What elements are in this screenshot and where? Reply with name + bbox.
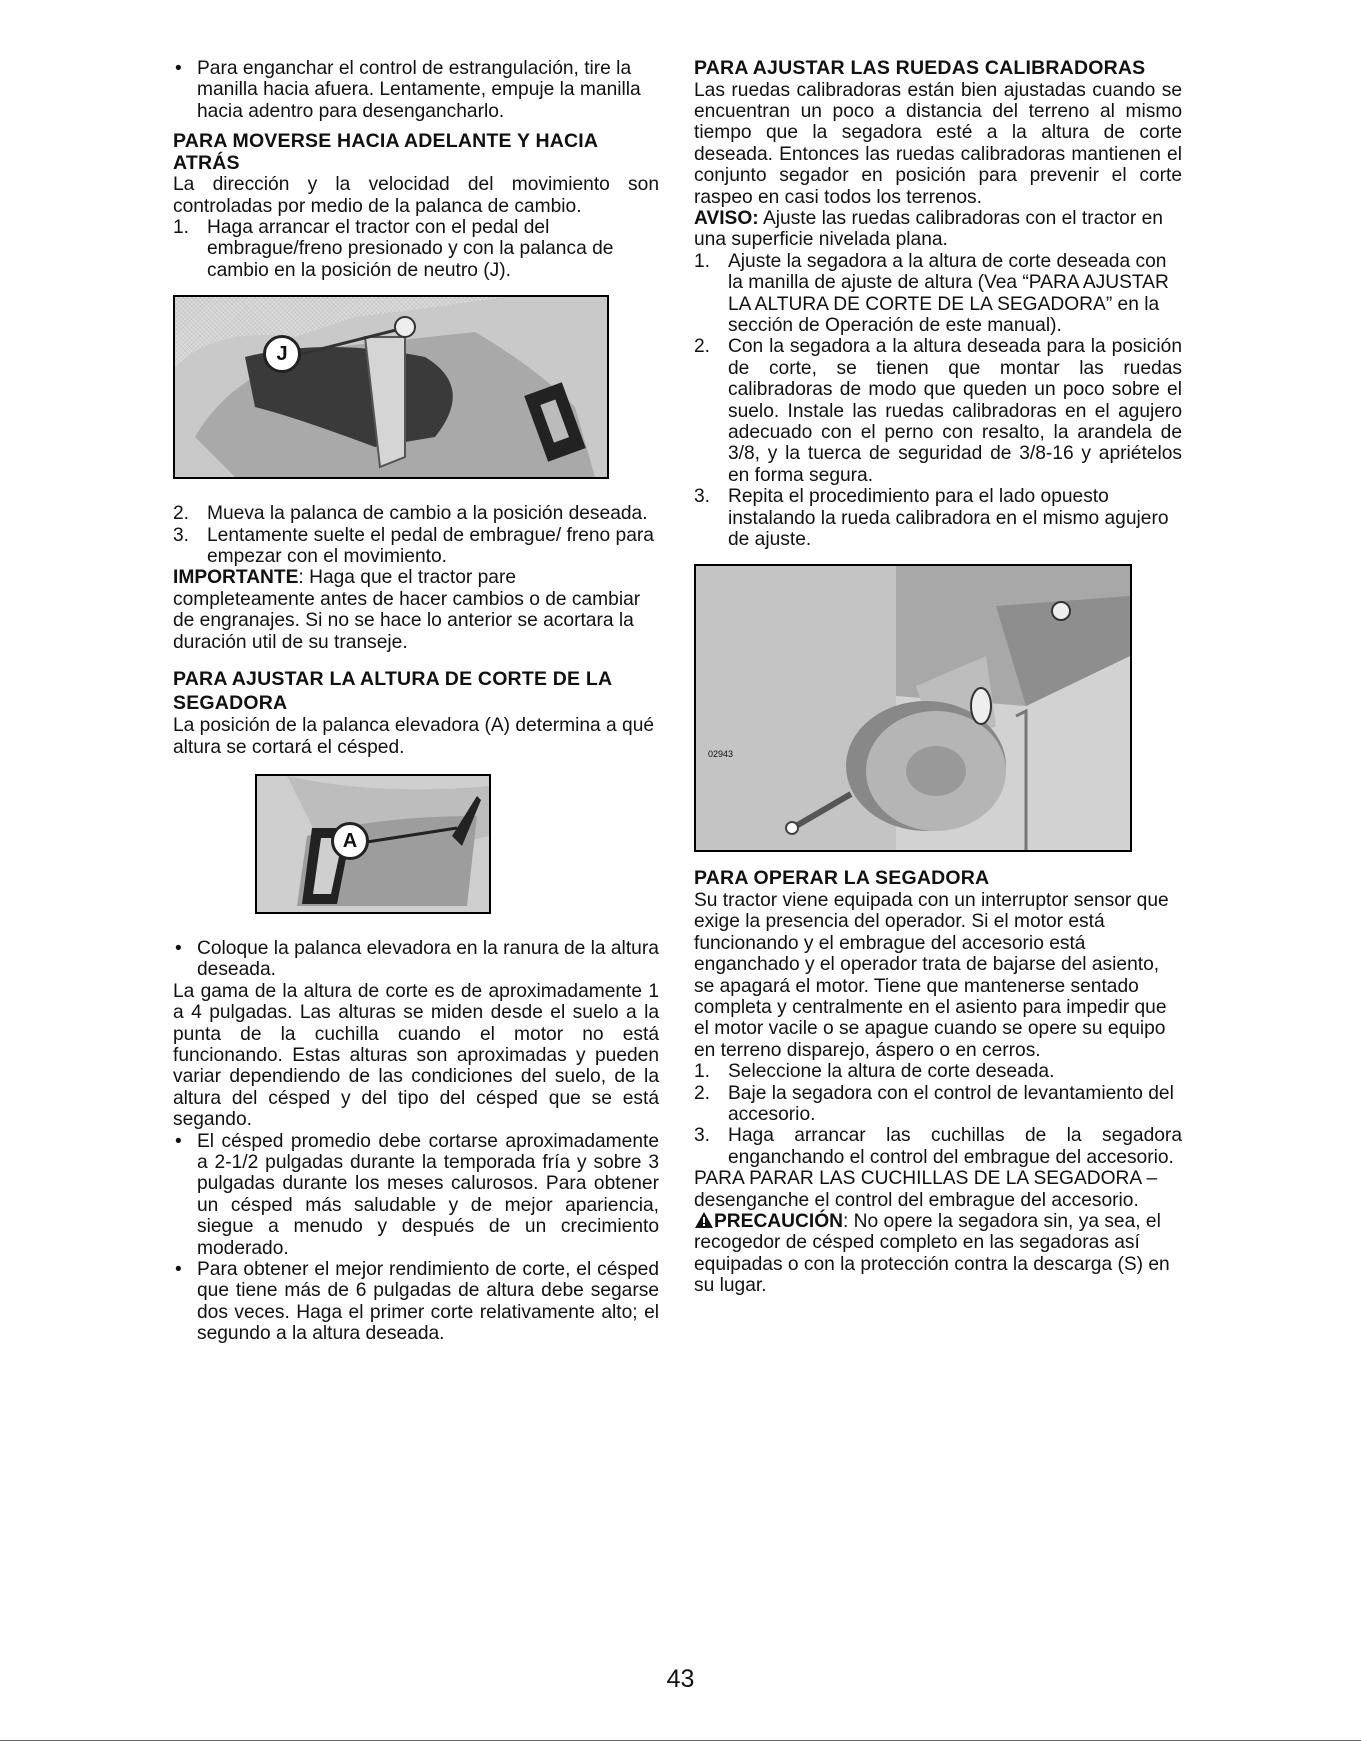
callout-j: J <box>263 335 301 373</box>
gauge-step-3 <box>694 486 1182 550</box>
right-column <box>694 58 1182 1297</box>
step-text: Con la segadora a la altura deseada para la posición de corte, se tienen que montar las ruedas calibradoras de modo que queden un poco sobre el suelo. Instale las ruedas calibradoras en el agujero adecuado con el perno con resalto, la arandela de 3/8, y la tuerca de seguridad de 3/8-16 y apriételos en forma segura. <box>728 336 1182 486</box>
step-text: Lentamente suelte el pedal de embrague/ freno para empezar con el movimiento. <box>207 524 654 568</box>
figure-id: 02943 <box>708 749 734 760</box>
aviso-text: Ajuste las ruedas calibradoras con el tractor en una superficie nivelada plana. <box>694 207 1163 251</box>
paragraph-stop-blades: PARA PARAR LAS CUCHILLAS DE LA SEGADORA – desenganche el control del embrague del accesorio. <box>694 1168 1158 1211</box>
step-1 <box>173 217 659 281</box>
step-text: Repita el procedimiento para el lado opuesto instalando la rueda calibradora en el mismo agujero de ajuste. <box>728 486 1169 551</box>
warning-triangle-icon <box>694 1211 714 1229</box>
heading-forward-reverse: PARA MOVERSE HACIA ADELANTE Y HACIA ATRÁS <box>173 130 598 174</box>
step-3 <box>173 525 659 568</box>
figure-gauge-wheel-drawing <box>696 566 1130 850</box>
step-number: 3. <box>173 524 190 546</box>
bullet-average-lawn: • El césped promedio debe cortarse aproximadamente a 2-1/2 pulgadas durante la temporada fría y sobre 3 pulgadas durante los meses calurosos. Para obtener un césped más saludable y de mejor apariencia, siegue a menudo y después de un crecimiento moderado. <box>173 1131 659 1259</box>
paragraph-direction: La dirección y la velocidad del movimiento son controladas por medio de la palanca de cambio. <box>173 174 659 217</box>
step-number: 2. <box>694 1082 711 1104</box>
aviso-label: AVISO: <box>694 207 759 229</box>
step-number: 1. <box>694 1061 711 1083</box>
caution-label: PRECAUCIÓN <box>714 1211 843 1233</box>
left-column <box>173 58 659 1345</box>
step-number: 3. <box>694 1125 711 1147</box>
important-note <box>173 567 659 653</box>
figure-lift-lever <box>255 774 491 914</box>
bullet-choke: • Para enganchar el control de estrangulación, tire la manilla hacia afuera. Lentamente, empuje la manilla hacia adentro para desengancharlo. <box>173 58 659 122</box>
bullet-best-performance: • Para obtener el mejor rendimiento de corte, el césped que tiene más de 6 pulgadas de altura debe segarse dos veces. Haga el primer corte relativamente alto; el segundo a la altura deseada. <box>173 1259 659 1345</box>
heading-gauge-wheels: PARA AJUSTAR LAS RUEDAS CALIBRADORAS <box>694 57 1146 79</box>
operate-step-1 <box>694 1061 1182 1082</box>
paragraph-gauge-wheels: Las ruedas calibradoras están bien ajustadas cuando se encuentran un poco a distancia del terreno al mismo tiempo que la segadora esté a la altura de corte deseada. Entonces las ruedas calibradoras mantienen el conjunto segador en posición para prevenir el corte raspeo en casi todos los terrenos. <box>694 79 1182 208</box>
figure-shift-lever-drawing <box>175 297 607 477</box>
step-text: Seleccione la altura de corte deseada. <box>728 1061 1055 1083</box>
callout-a: A <box>331 822 369 860</box>
paragraph-operate: Su tractor viene equipada con un interruptor sensor que exige la presencia del operador. Si el motor está funcionando y el embrague del accesorio está enganchado y el operador trata de bajarse del asiento, se apagará el motor. Tiene que mantenerse sentado completa y centralmente en el asiento para impedir que el motor vacile o se apague cuando se opere su equipo en terreno disparejo, áspero o en cerros. <box>694 889 1169 1061</box>
step-text: Haga arrancar el tractor con el pedal del embrague/freno presionado y con la palanca de cambio en la posición de neutro (J). <box>207 217 614 281</box>
figure-shift-lever <box>173 295 609 479</box>
step-number: 1. <box>694 250 711 272</box>
paragraph-lever: La posición de la palanca elevadora (A) determina a qué altura se cortará el césped. <box>173 715 655 758</box>
paragraph-cut-range: La gama de la altura de corte es de aproximadamente 1 a 4 pulgadas. Las alturas se miden desde el suelo a la punta de la cuchilla cuando el motor no está funcionando. Estas alturas son aproximadas y pueden variar dependiendo de las condiciones del suelo, de la altura del césped y del tipo del césped que se está segando. <box>173 980 659 1131</box>
heading-operate-mower: PARA OPERAR LA SEGADORA <box>694 867 990 890</box>
gauge-step-2 <box>694 336 1182 486</box>
step-text: Ajuste la segadora a la altura de corte deseada con la manilla de ajuste de altura (Vea “PARA AJUSTAR LA ALTURA DE CORTE DE LA SEGADORA” en la sección de Operación de este manual). <box>728 250 1169 336</box>
step-text: Baje la segadora con el control de levantamiento del accesorio. <box>728 1082 1174 1125</box>
gauge-step-1 <box>694 251 1182 337</box>
step-number: 3. <box>694 486 711 508</box>
bullet-place-lever: • Coloque la palanca elevadora en la ranura de la altura deseada. <box>173 938 659 981</box>
caution-note <box>694 1211 1182 1297</box>
figure-gauge-wheel <box>694 564 1132 852</box>
operate-step-3 <box>694 1125 1182 1168</box>
caution-text: : No opere la segadora sin, ya sea, el recogedor de césped completo en las segadoras así equipadas o con la protección contra la descarga (S) en su lugar. <box>694 1211 1170 1297</box>
aviso-note <box>694 208 1182 251</box>
heading-cut-height: PARA AJUSTAR LA ALTURA DE CORTE DE LA SEGADORA <box>173 668 612 715</box>
step-number: 2. <box>173 503 190 525</box>
step-text: Mueva la palanca de cambio a la posición deseada. <box>207 503 648 525</box>
figure-lift-lever-drawing <box>257 776 489 912</box>
step-2 <box>173 503 659 524</box>
bottom-rule <box>0 1740 1361 1741</box>
page-number: 43 <box>666 1665 695 1693</box>
step-number: 2. <box>694 336 711 358</box>
operate-step-2 <box>694 1083 1182 1126</box>
step-text: Haga arrancar las cuchillas de la segadora enganchando el control del embrague del accesorio. <box>728 1125 1182 1168</box>
step-number: 1. <box>173 217 190 239</box>
important-text: : Haga que el tractor pare completeamente antes de hacer cambios o de cambiar de engranajes. Si no se hace lo anterior se acortara la duración util de su transeje. <box>173 567 641 653</box>
important-label: IMPORTANTE <box>173 567 299 589</box>
